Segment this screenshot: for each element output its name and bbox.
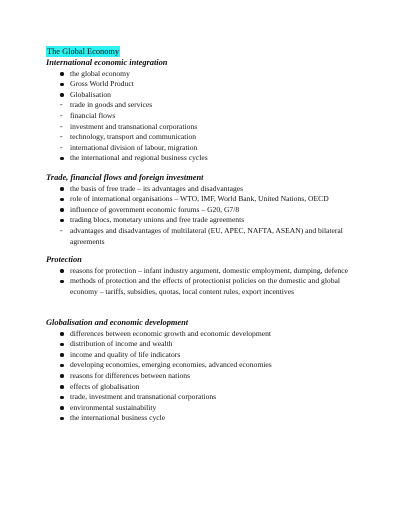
list-item — [46, 339, 364, 350]
section-globalisation-development — [46, 318, 364, 424]
list-item-text: financial flows — [70, 110, 116, 120]
list-item-text: trade in goods and services — [70, 100, 153, 110]
list-item — [46, 79, 364, 90]
list-item — [46, 413, 364, 424]
list-item — [46, 329, 364, 340]
list-item — [46, 132, 364, 143]
list-item — [46, 69, 364, 80]
section-international-economic-integration — [46, 58, 364, 164]
section-trade-financial-flows — [46, 173, 364, 247]
list-item — [46, 266, 364, 277]
list-item-text: the basis of free trade – its advantages and disadvantages — [70, 183, 244, 193]
list-item — [46, 392, 364, 403]
list-item-text: trade, investment and transnational corporations — [70, 392, 217, 402]
list-item-text: effects of globalisation — [70, 381, 140, 391]
list-item — [46, 153, 364, 164]
list-item — [46, 143, 364, 154]
list-item-text: the international business cycle — [70, 413, 166, 423]
list-item — [46, 360, 364, 371]
list-item — [46, 215, 364, 226]
list-item — [46, 100, 364, 111]
list-item — [46, 403, 364, 414]
list-item-text: international division of labour, migration — [70, 142, 198, 152]
list-item-text: developing economies, emerging economies, advanced economies — [70, 360, 272, 370]
list-item-text: environmental sustainability — [70, 402, 157, 412]
section-heading: International economic integration — [46, 58, 168, 67]
list-item — [46, 382, 364, 393]
list-item-text: distribution of income and wealth — [70, 339, 173, 349]
list-item-text: methods of protection and the effects of protectionist policies on the domestic and global economy – tariffs, subsidies, quotas, local content rules, export incentives — [70, 276, 341, 296]
section-list — [46, 329, 364, 424]
list-item-text: differences between economic growth and economic development — [70, 328, 272, 338]
list-item-text: income and quality of life indicators — [70, 349, 181, 359]
section-protection — [46, 255, 364, 297]
list-item-text: the international and regional business cycles — [70, 153, 208, 163]
list-item-text: investment and transnational corporations — [70, 121, 198, 131]
list-item-text: the global economy — [70, 68, 130, 78]
list-item — [46, 111, 364, 122]
section-list — [46, 266, 364, 298]
list-item-text: role of international organisations – WTO, IMF, World Bank, United Nations, OECD — [70, 194, 329, 204]
section-heading: Trade, financial flows and foreign investment — [46, 173, 204, 182]
list-item — [46, 226, 364, 247]
list-item — [46, 205, 364, 216]
section-heading: Protection — [46, 255, 82, 264]
section-list — [46, 184, 364, 248]
list-item-text: trading blocs, monetary unions and free trade agreements — [70, 215, 245, 225]
list-item — [46, 90, 364, 101]
list-item — [46, 184, 364, 195]
list-item-text: influence of government economic forums – G20, G7/8 — [70, 204, 240, 214]
list-item — [46, 122, 364, 133]
list-item-text: technology, transport and communication — [70, 132, 197, 142]
list-item-text: reasons for differences between nations — [70, 370, 191, 380]
section-list — [46, 69, 364, 164]
document-title: The Global Economy — [47, 47, 120, 56]
list-item — [46, 350, 364, 361]
list-item-text: advantages and disadvantages of multilateral (EU, APEC, NAFTA, ASEAN) and bilateral agreements — [70, 225, 343, 246]
list-item — [46, 194, 364, 205]
list-item-text: Globalisation — [70, 89, 111, 99]
list-item — [46, 276, 364, 297]
section-heading: Globalisation and economic development — [46, 318, 189, 327]
list-item-text: Gross World Product — [70, 79, 134, 89]
list-item-text: reasons for protection – infant industry argument, domestic employment, dumping, defence — [70, 265, 349, 275]
list-item — [46, 371, 364, 382]
